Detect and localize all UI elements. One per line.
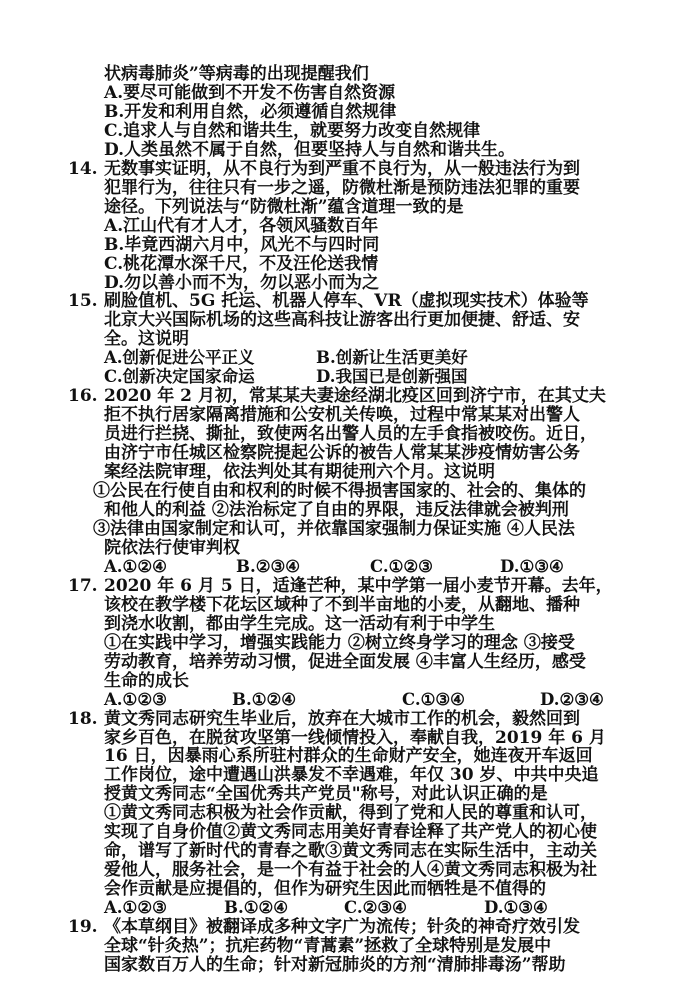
q16-option-b: B.②③④ (236, 557, 301, 576)
q15-number: 15. (68, 291, 98, 311)
q17-line-2: 该校在教学楼下花坛区域种了不到半亩地的小麦，从翻地、播种 (104, 595, 580, 615)
q15-option-d: D.我国已是创新强国 (316, 367, 468, 386)
q17-statement-3: 生命的成长 (104, 671, 189, 691)
q16-option-d: D.①③④ (500, 557, 564, 576)
q18-option-b: B.①②④ (224, 898, 289, 917)
q19-line-2: 全球“针灸热”；抗疟药物“青蒿素”拯救了全球特别是发展中 (104, 936, 552, 956)
q16-line-5: 案经法院审理，依法判处其有期徒刑六个月。这说明 (104, 462, 495, 482)
q16-statement-4: 院依法行使审判权 (104, 538, 240, 558)
q14-option-c: C.桃花潭水深千尺，不及汪伦送我情 (104, 254, 379, 274)
q14-line-3: 途径。下列说法与“防微杜渐”蕴含道理一致的是 (104, 197, 464, 217)
q18-statement-2: 实现了自身价值②黄文秀同志用美好青春诠释了共产党人的初心使 (104, 822, 597, 842)
q19-number: 19. (68, 917, 98, 937)
q14-number: 14. (68, 159, 98, 179)
q15-line-2: 北京大兴国际机场的这些高科技让游客出行更加便捷、舒适、安 (104, 310, 580, 330)
q14-line-2: 犯罪行为，往往只有一步之遥，防微杜渐是预防违法犯罪的重要 (104, 178, 580, 198)
q18-statement-5: 会作贡献是应提倡的，但作为研究生因此而牺牲是不值得的 (104, 879, 546, 899)
q17-number: 17. (68, 576, 98, 596)
q17-line-1: 2020 年 6 月 5 日，适逢芒种，某中学第一届小麦节开幕。去年， (104, 576, 613, 596)
q18-option-d: D.①③④ (484, 898, 548, 917)
q15-option-b: B.创新让生活更美好 (316, 348, 468, 367)
q16-line-3: 员进行拦挠、撕扯，致使两名出警人员的左手食指被咬伤。近日， (104, 424, 597, 444)
q17-statement-1: ①在实践中学习，增强实践能力 ②树立终身学习的理念 ③接受 (104, 633, 575, 653)
q18-line-4: 工作岗位，途中遭遇山洪暴发不幸遇难，年仅 30 岁、中共中央追 (104, 765, 599, 785)
q15-line-3: 全。这说明 (104, 329, 189, 349)
q16-option-a: A.①②④ (104, 557, 167, 576)
q16-statement-1: ①公民在行使自由和权利的时候不得损害国家的、社会的、集体的 (93, 481, 586, 501)
q14-option-b: B.毕竟西湖六月中，风光不与四时同 (104, 235, 380, 255)
q19-line-1: 《本草纲目》被翻译成多种文字广为流传；针灸的神奇疗效引发 (104, 917, 580, 937)
q14-option-d: D.勿以善小而不为，勿以恶小而为之 (104, 273, 380, 293)
q13-option-a: A.要尽可能做到不开发不伤害自然资源 (104, 83, 396, 103)
q18-line-2: 家乡百色，在脱贫攻坚第一线倾情投入，奉献自我，2019 年 6 月 (104, 728, 606, 748)
q13-option-d: D.人类虽然不属于自然，但要坚持人与自然和谐共生。 (104, 140, 516, 160)
q16-statement-2: 和他人的利益 ②法治标定了自由的界限，违反法律就会被判刑 (104, 500, 569, 520)
q17-option-d: D.②③④ (540, 690, 604, 709)
q16-statement-3: ③法律由国家制定和认可，并依靠国家强制力保证实施 ④人民法 (93, 519, 575, 539)
q17-statement-2: 劳动教育，培养劳动习惯，促进全面发展 ④丰富人生经历，感受 (104, 652, 586, 672)
q18-statement-4: 爱他人，服务社会，是一个有益于社会的人④黄文秀同志积极为社 (104, 860, 597, 880)
q15-option-c: C.创新决定国家命运 (104, 367, 255, 386)
q18-statement-3: 命，谱写了新时代的青春之歌③黄文秀同志在实际生活中，主动关 (104, 841, 597, 861)
q17-line-3: 到浇水收割，都由学生完成。这一活动有利于中学生 (104, 614, 495, 634)
q17-option-b: B.①②④ (232, 690, 297, 709)
q18-option-c: C.②③④ (344, 898, 407, 917)
q19-line-3: 国家数百万人的生命；针对新冠肺炎的方剂“清肺排毒汤”帮助 (104, 955, 566, 975)
q14-option-a: A.江山代有才人才，各领风骚数百年 (104, 216, 379, 236)
q16-number: 16. (68, 386, 98, 406)
q13-option-c: C.追求人与自然和谐共生，就要努力改变自然规律 (104, 121, 481, 141)
q18-option-a: A.①②③ (104, 898, 167, 917)
q18-line-5: 授黄文秀同志“全国优秀共产党员"称号，对此认识正确的是 (104, 784, 548, 804)
q17-option-c: C.①③④ (402, 690, 465, 709)
q13-option-b: B.开发和利用自然，必须遵循自然规律 (104, 102, 397, 122)
q15-line-1: 刷脸值机、5G 托运、机器人停车、VR（虚拟现实技术）体验等 (104, 291, 589, 311)
q18-line-3: 16 日，因暴雨心系所驻村群众的生命财产安全，她连夜开车返回 (104, 746, 593, 766)
q13-line-1: 状病毒肺炎”等病毒的出现提醒我们 (104, 64, 369, 84)
q16-option-c: C.①②③ (370, 557, 433, 576)
q16-line-2: 拒不执行居家隔离措施和公安机关传唤，过程中常某某对出警人 (104, 405, 580, 425)
q14-line-1: 无数事实证明，从不良行为到严重不良行为，从一般违法行为到 (104, 159, 580, 179)
q17-option-a: A.①②③ (104, 690, 167, 709)
q15-option-a: A.创新促进公平正义 (104, 348, 255, 367)
q16-line-1: 2020 年 2 月初，常某某夫妻途经湖北疫区回到济宁市，在其丈夫 (104, 386, 606, 406)
q18-number: 18. (68, 709, 98, 729)
q18-line-1: 黄文秀同志研究生毕业后，放弃在大城市工作的机会，毅然回到 (104, 709, 580, 729)
q18-statement-1: ①黄文秀同志积极为社会作贡献，得到了党和人民的尊重和认可， (104, 803, 597, 823)
q16-line-4: 由济宁市任城区检察院提起公诉的被告人常某某涉疫情妨害公务 (104, 443, 580, 463)
